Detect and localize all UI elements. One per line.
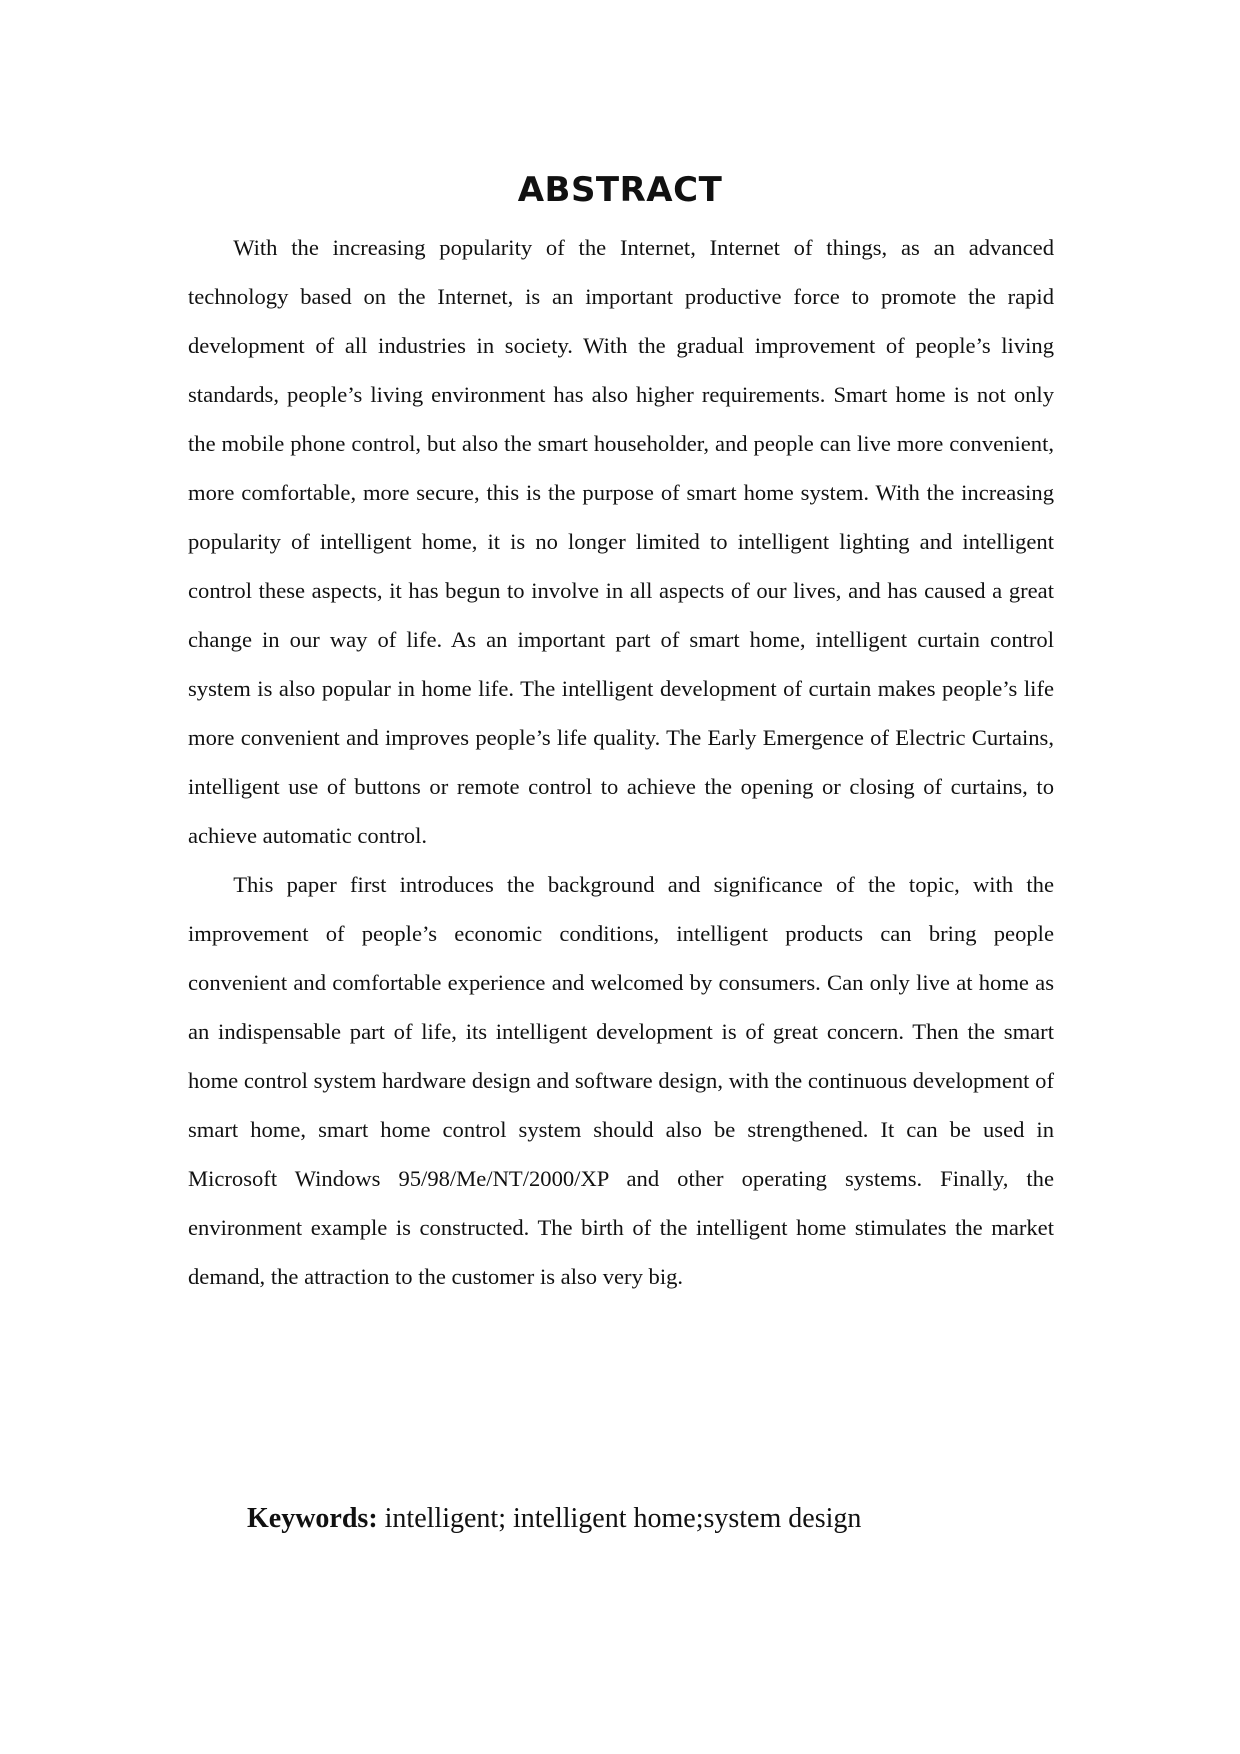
- keywords-line: [247, 1503, 861, 1535]
- abstract-paragraph-1: With the increasing popularity of the Internet, Internet of things, as an advanced technology based on the Internet, is an important productive force to promote the rapid development of all industries in society. With the gradual improvement of people’s living standards, people’s living environment has also higher requirements. Smart home is not only the mobile phone control, but also the smart householder, and people can live more convenient, more comfortable, more secure, this is the purpose of smart home system. With the increasing popularity of intelligent home, it is no longer limited to intelligent lighting and intelligent control these aspects, it has begun to involve in all aspects of our lives, and has caused a great change in our way of life. As an important part of smart home, intelligent curtain control system is also popular in home life. The intelligent development of curtain makes people’s life more convenient and improves people’s life quality. The Early Emergence of Electric Curtains, intelligent use of buttons or remote control to achieve the opening or closing of curtains, to achieve automatic control.: [188, 235, 1054, 848]
- keywords-text: intelligent; intelligent home;system design: [377, 1503, 862, 1534]
- abstract-body: [188, 223, 1054, 1301]
- abstract-paragraph-2: This paper first introduces the background and significance of the topic, with the improvement of people’s economic conditions, intelligent products can bring people convenient and comfortable experience and welcomed by consumers. Can only live at home as an indispensable part of life, its intelligent development is of great concern. Then the smart home control system hardware design and software design, with the continuous development of smart home, smart home control system should also be strengthened. It can be used in Microsoft Windows 95/98/Me/NT/2000/XP and other operating systems. Finally, the environment example is constructed. The birth of the intelligent home stimulates the market demand, the attraction to the customer is also very big.: [188, 872, 1054, 1289]
- keywords-label: Keywords:: [247, 1503, 378, 1534]
- abstract-title: ABSTRACT: [517, 170, 723, 210]
